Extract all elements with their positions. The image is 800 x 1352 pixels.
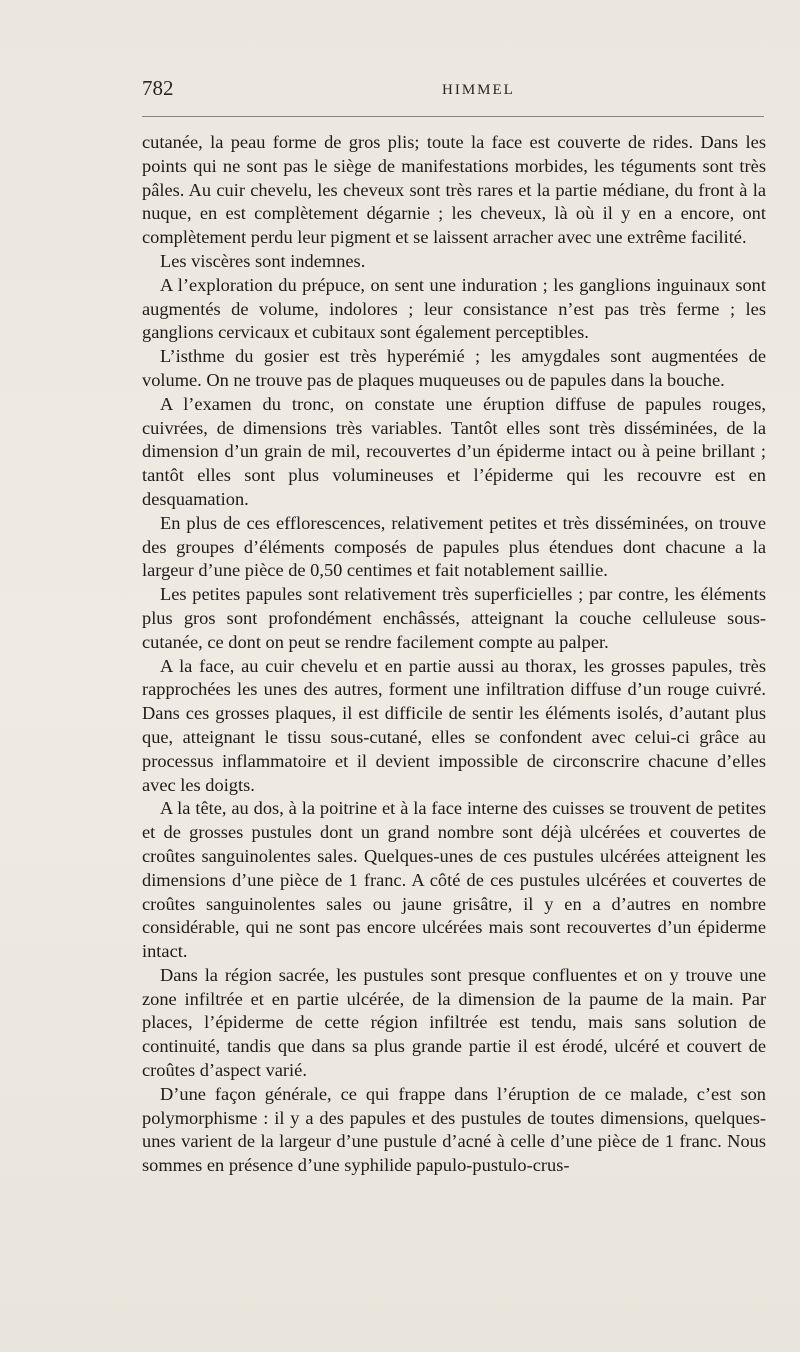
paragraph: A l’examen du tronc, on constate une éruption diffuse de papules rouges, cuivrées, de dimensions très variables. Tantôt elles sont très disséminées, de la dimension d’un grain de mil, recouvertes d’un épiderme intact ou à peine brillant ; tantôt elles sont plus volumineuses et l’épiderme qui les recouvre est en desquamation. bbox=[142, 393, 766, 509]
header-rule bbox=[142, 116, 764, 117]
paragraph: A l’exploration du prépuce, on sent une induration ; les ganglions inguinaux sont augmentés de volume, indolores ; leur consistance n’est pas très ferme ; les ganglions cervicaux et cubitaux sont également perceptibles. bbox=[142, 274, 766, 343]
paragraph: A la face, au cuir chevelu et en partie aussi au thorax, les grosses papules, très rapprochées les unes des autres, forment une infiltration diffuse d’un rouge cuivré. Dans ces grosses plaques, il est difficile de sentir les éléments isolés, d’autant plus que, atteignant le tissu sous-cutané, elles se confondent avec celui-ci grâce au processus inflammatoire et il devient impossible de circonscrire chacune d’elles avec les doigts. bbox=[142, 655, 766, 795]
running-head: HIMMEL bbox=[442, 82, 515, 98]
paragraph: Dans la région sacrée, les pustules sont presque confluentes et on y trouve une zone infiltrée et en partie ulcérée, de la dimension de la paume de la main. Par places, l’épiderme de cette région infiltrée est tendu, mais sans solution de continuité, tandis que dans sa plus grande partie il est érodé, ulcéré et couvert de croûtes d’aspect varié. bbox=[142, 964, 766, 1081]
paragraph: Les petites papules sont relativement très superficielles ; par contre, les éléments plus gros sont profondément enchâssés, atteignant la couche celluleuse sous-cutanée, ce dont on peut se rendre facilement compte au palper. bbox=[142, 584, 766, 652]
paragraph: L’isthme du gosier est très hyperémié ; les amygdales sont augmentées de volume. On ne trouve pas de plaques muqueuses ou de papules dans la bouche. bbox=[142, 346, 766, 390]
body-text bbox=[142, 131, 766, 1178]
paragraph: En plus de ces efflorescences, relativement petites et très disséminées, on trouve des groupes d’éléments composés de papules plus étendues dont chacune a la largeur d’une pièce de 0,50 centimes et fait notablement saillie. bbox=[142, 512, 766, 581]
paragraph: Les viscères sont indemnes. bbox=[160, 250, 366, 271]
paragraph: cutanée, la peau forme de gros plis; toute la face est couverte de rides. Dans les points qui ne sont pas le siège de manifestations morbides, les téguments sont très pâles. Au cuir chevelu, les cheveux sont très rares et la partie médiane, du front à la nuque, en est complètement dégarnie ; les cheveux, là où il y en a encore, ont complètement perdu leur pigment et se laissent arracher avec une extrême facilité. bbox=[142, 132, 766, 248]
page-number: 782 bbox=[142, 76, 174, 100]
page-header bbox=[142, 76, 768, 104]
paragraph: D’une façon générale, ce qui frappe dans l’éruption de ce malade, c’est son polymorphisme : il y a des papules et des pustules de toutes dimensions, quelques-unes varient de la largeur d’une pustule d’acné à celle d’une pièce de 1 franc. Nous sommes en présence d’une syphilide papulo-pustulo-crus- bbox=[142, 1083, 766, 1176]
paragraph: A la tête, au dos, à la poitrine et à la face interne des cuisses se trouvent de petites et de grosses pustules dont un grand nombre sont déjà ulcérées et couvertes de croûtes sanguinolentes sales. Quelques-unes de ces pustules ulcérées atteignent les dimensions d’une pièce de 1 franc. A côté de ces pustules ulcérées et couvertes de croûtes sanguinolentes sales ou jaune grisâtre, il y en a d’autres en nombre considérable, qui ne sont pas encore ulcérées mais sont recouvertes d’un épiderme intact. bbox=[142, 798, 766, 962]
